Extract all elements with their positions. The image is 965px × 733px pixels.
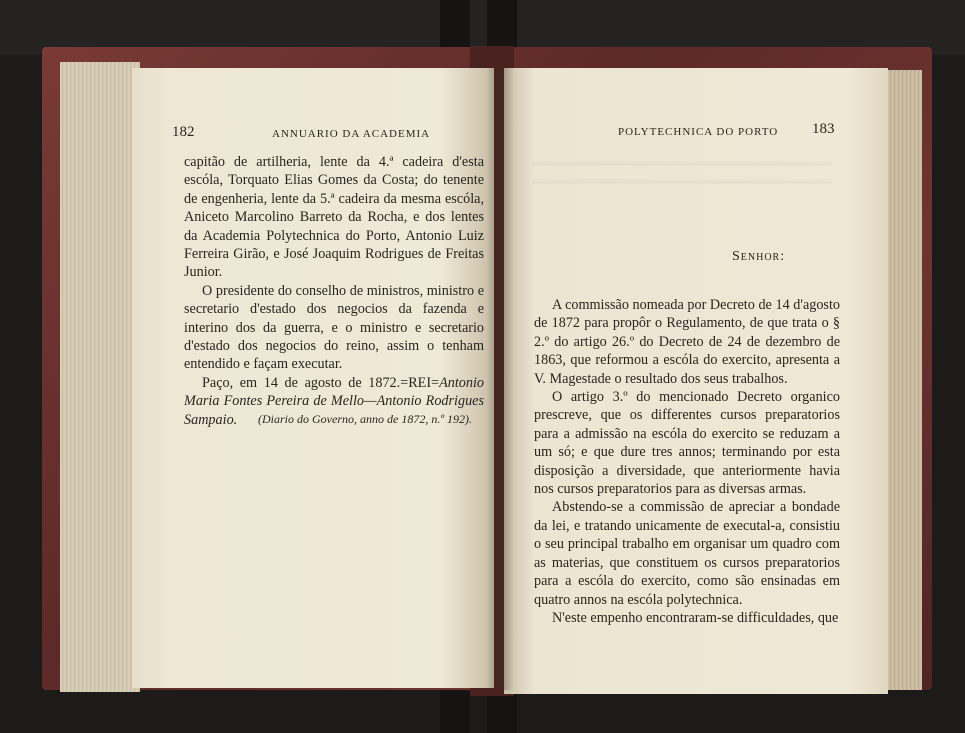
paragraph: capitão de artilheria, lente da 4.ª cadeira d'esta escóla, Torquato Elias Gomes da Costa; do tenente de engenheria, lente da 5.ª cadeira da mesma escóla, Aniceto Marcolino Barreto da Rocha, e dos lentes da Academia Polytechnica do Porto, Antonio Luiz Ferreira Girão, e José Joaquim Rodrigues de Freitas Junior.	[184, 154, 484, 281]
running-head: ANNUARIO DA ACADEMIA	[272, 128, 431, 140]
salutation: Senhor:	[732, 249, 786, 264]
page-number: 182	[172, 124, 195, 140]
page-gutter	[486, 68, 514, 690]
left-body-text	[184, 153, 484, 429]
right-page	[504, 68, 888, 694]
paragraph: N'este empenho encontraram-se difficuldades, que	[552, 609, 839, 626]
paragraph: O presidente do conselho de ministros, ministro e secretario d'estado dos negocios da fazenda e interino dos da guerra, e o ministro e secretario d'estado dos negocios do reino, assim o tenham entendido e façam executar.	[184, 282, 484, 373]
page-number: 183	[812, 121, 835, 137]
page-edges-left	[60, 62, 140, 692]
left-page	[132, 68, 494, 688]
right-body-text	[534, 296, 840, 627]
bleed-through-text	[532, 156, 832, 196]
source-citation: (Diario do Governo, anno de 1872, n.º 192).	[258, 412, 473, 426]
paragraph: Abstendo-se a commissão de apreciar a bondade da lei, e tratando unicamente de executal-a, consistiu o seu principal trabalho em organisar um quadro com as materias, que constituem os cursos preparatorios para a escóla do exercito, como são ensinadas em quatro annos na escóla polytechnica.	[534, 499, 840, 608]
paragraph: O artigo 3.º do mencionado Decreto organico prescreve, que os differentes cursos preparatorios para a admissão na escóla do exercito se reduzam a um só; e que dure tres annos; terminando por esta disposição a diversidade, que anteriormente havia nos cursos preparatorios para as diversas armas.	[534, 389, 840, 498]
running-head: POLYTECHNICA DO PORTO	[618, 126, 779, 138]
paragraph: A commissão nomeada por Decreto de 14 d'agosto de 1872 para propôr o Regulamento, de que trata o § 2.º do artigo 26.º do Decreto de 24 de dezembro de 1863, que reformou a escóla do exercito, apresenta a V. Magestade o resultado dos seus trabalhos.	[534, 297, 840, 387]
signature-prefix: Paço, em 14 de agosto de 1872.=REI=	[202, 374, 440, 391]
signature-names: Antonio Maria Fontes Pereira de Mello—Antonio Rodrigues Sampaio.	[184, 374, 484, 428]
